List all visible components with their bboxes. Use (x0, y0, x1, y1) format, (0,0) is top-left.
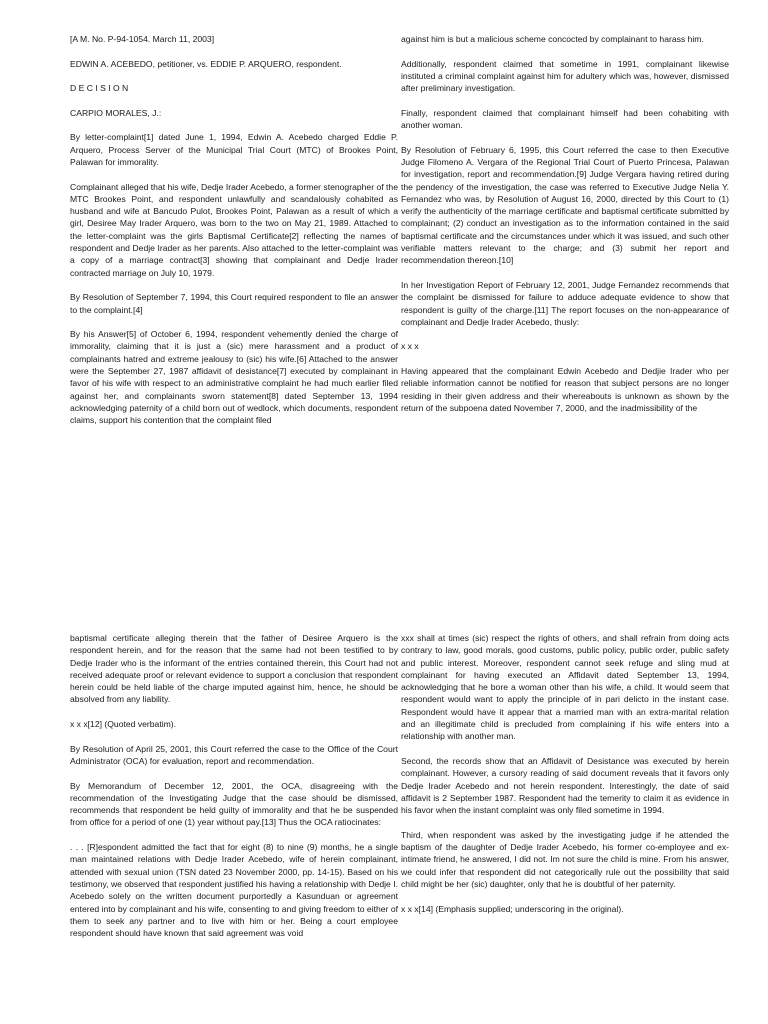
paragraph: By Resolution of September 7, 1994, this Court required respondent to file an answer to the complaint.[4] (70, 292, 398, 315)
decision-heading: D E C I S I O N (70, 83, 129, 94)
case-number: [A M. No. P-94-1054. March 11, 2003] (70, 34, 215, 44)
page-bottom (0, 625, 768, 1024)
paragraph: In her Investigation Report of February 12, 2001, Judge Fernandez recommends that the complaint be dismissed for failure to adduce adequate evidence to show that respondent is guilty of the charge.[11] The report focuses on the non-appearance of complainant and Dedje Irader Acebedo, thusly: (401, 279, 729, 327)
ellipsis-marker: x x x[14] (Emphasis supplied; underscoring in the original). (401, 903, 624, 914)
paragraph: against him is but a malicious scheme concocted by complainant to harass him. (401, 34, 704, 44)
left-column (70, 33, 398, 439)
paragraph: By Resolution of February 6, 1995, this Court referred the case to then Executive Judge Filomeno A. Vergara of the Regional Trial Court of Puerto Princesa, Palawan for investigation, report and recommendation.[9] Judge Vergara having retired during the pendency of the investigation, the case was referred to Executive Judge Nelia Y. Fernandez who was, by Resolution of August 16, 2000, directed by this Court to (1) verify the authenticity of the marriage certificate and baptismal certificate submitted by complainant; (2) conduct an investigation as to the information contained in the said baptismal certificate and the circumstances under which it was issued, and such other verifiable matters relevant to the charge; and (3) submit her report and recommendation thereon.[10] (401, 144, 729, 266)
paragraph: By his Answer[5] of October 6, 1994, respondent vehemently denied the charge of immorality, claiming that it is just a (sic) mere harassment and a product of complainants hatred and extreme jealousy to (sic) his wife.[6] Attached to the answer were the September 27, 1987 affidavit of desistance[7] executed by complainant in favor of his wife with respect to an administrative complaint he had much earlier filed against her, and complainants sworn statement[8] dated September 13, 1994 acknowledging paternity of a child born out of wedlock, which documents, respondent claims, support his contention that the complaint filed (70, 329, 398, 426)
ponente: CARPIO MORALES, J.: (70, 107, 162, 118)
right-column (401, 632, 729, 927)
paragraph: xxx shall at times (sic) respect the rights of others, and shall refrain from doing acts contrary to law, good morals, good customs, public policy, public order, public safety and public interest. Moreover, respondent cannot seek refuge and sling mud at complainant for having executed an Affidavit dated September 13, 1994, acknowledging that he bore a woman other than his wife, a child. It would seem that respondent would want to apply the principle of in pari delicto in the instant case. Respondent would have it appear that a married man with an extra-marital relation and an illegitimate child is precluded from complaining if his wife enters into a relationship with another man. (401, 633, 729, 742)
paragraph: Additionally, respondent claimed that sometime in 1991, complainant likewise instituted a criminal complaint against him for adultery which was, however, dismissed after preliminary investigation. (401, 58, 729, 94)
paragraph: By Memorandum of December 12, 2001, the OCA, disagreeing with the recommendation of the Investigating Judge that the case should be dismissed, recommends that respondent be held guilty of immorality and that he be suspended from office for a period of one (1) year without pay.[13] Thus the OCA ratiocinates: (70, 780, 398, 828)
paragraph: baptismal certificate alleging therein that the father of Desiree Arquero is the respondent herein, and for the reason that the same had not been testified to by Dedje Irader who is the informant of the entries contained therein, this Court had not received adequate proof or relevant evidence to support a conclusion that respondent herein could be held liable of the charge imputed against him, hence, he should be absolved from any liability. (70, 633, 398, 705)
right-column (401, 33, 729, 427)
paragraph: Complainant alleged that his wife, Dedje Irader Acebedo, a former stenographer of the MTC Brookes Point, and respondent unlawfully and scandalously cohabited as husband and wife at Bancudo Pulot, Brookes Point, Palawan as a result of which a girl, Desiree May Irader Arquero, was born to the two on May 21, 1989. Attached to the letter-complaint was the girls Baptismal Certificate[2] reflecting the names of respondent and Dedje Irader as her parents. Also attached to the letter-complaint was a copy of a marriage contract[3] showing that complainant and Dedje Irader contracted marriage on July 10, 1979. (70, 181, 398, 278)
paragraph: Third, when respondent was asked by the investigating judge if he attended the baptism of the daughter of Dedje Irader Acebedo, his former co-employee and ex-intimate friend, he answered, I did not. Im not sure the child is mine. From his answer, we could infer that respondent did not categorically rule out the possibility that said child might be her (sic) daughter, only that he is doubtful of her paternity. (401, 829, 729, 889)
paragraph: By Resolution of April 25, 2001, this Court referred the case to the Office of the Court Administrator (OCA) for evaluation, report and recommendation. (70, 743, 398, 766)
paragraph: Having appeared that the complainant Edwin Acebedo and Dedjie Irader who per reliable information cannot be notified for reason that subject persons are no longer residing in their given address and their whereabouts is unknown as shown by the return of the subpoena dated November 7, 2000, and the inadmissibility of the (401, 366, 729, 413)
ellipsis-marker: x x x[12] (Quoted verbatim). (70, 719, 177, 730)
paragraph: Finally, respondent claimed that complainant himself had been cohabiting with another woman. (401, 107, 729, 131)
paragraph: Second, the records show that an Affidavit of Desistance was executed by herein complainant. However, a cursory reading of said document reveals that it favors only Dedje Irader Acebedo and not herein respondent. Interestingly, the date of said affidavit is 2 September 1987. Respondent had the temerity to claim it as evidence in his favor when the instant complaint was only filed sometime in 1994. (401, 755, 729, 816)
ellipsis-marker: x x x (401, 341, 419, 352)
quoted-paragraph: . . . [R]espondent admitted the fact that for eight (8) to nine (9) months, he a single man maintained relations with Dedje Irader Acebedo, wife of herein complainant, attended with sexual union (TSN dated 23 November 2000, pp. 14-15). Based on his testimony, we observed that respondent justified his having a relationship with Dedje I. Acebedo solely on the written document purportedly a Kasunduan or agreement entered into by complainant and his wife, consenting to and giving freedom to either of them to seek any partner and to live with him or her. Being a court employee respondent should have known that said agreement was void (70, 842, 398, 939)
paragraph: By letter-complaint[1] dated June 1, 1994, Edwin A. Acebedo charged Eddie P. Arquero, Process Server of the Municipal Trial Court (MTC) of Brookes Point, Palawan for immorality. (70, 132, 398, 167)
left-column (70, 632, 398, 952)
case-title: EDWIN A. ACEBEDO, petitioner, vs. EDDIE P. ARQUERO, respondent. (70, 58, 342, 69)
